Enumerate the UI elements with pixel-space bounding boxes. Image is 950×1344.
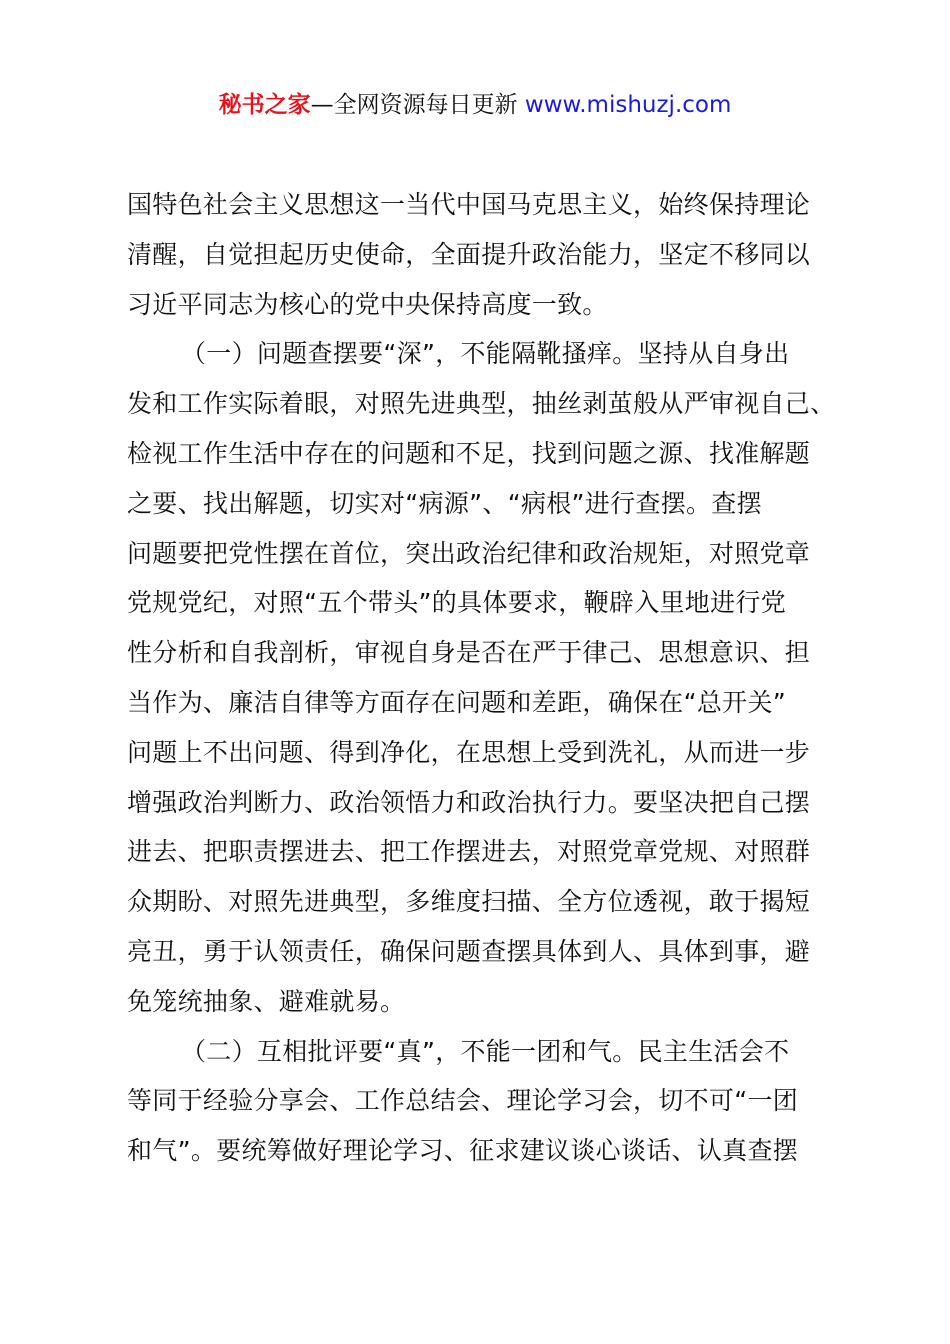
text-line: 和气”。要统筹做好理论学习、征求建议谈心谈话、认真查摆 <box>127 1136 799 1166</box>
site-url-link[interactable]: www.mishuzj.com <box>524 92 732 118</box>
document-body <box>127 180 836 1176</box>
text-line: 检视工作生活中存在的问题和不足，找到问题之源、找准解题 <box>127 438 811 468</box>
text-line: 增强政治判断力、政治领悟力和政治执行力。要坚决把自己摆 <box>127 787 811 817</box>
text-line: 之要、找出解题，切实对“病源”、“病根”进行查摆。查摆 <box>127 488 762 518</box>
text-line: 等同于经验分享会、工作总结会、理论学习会，切不可“一团 <box>127 1086 799 1116</box>
text-line: 众期盼、对照先进典型，多维度扫描、全方位透视，敢于揭短 <box>127 887 811 917</box>
text-line: 当作为、廉洁自律等方面存在问题和差距，确保在“总开关” <box>127 687 787 717</box>
section-heading-2: （二）互相批评要“真”，不能一团和气。民主生活会不 <box>181 1036 790 1066</box>
text-line: 党规党纪，对照“五个带头”的具体要求，鞭辟入里地进行党 <box>127 588 787 618</box>
header-tagline: —全网资源每日更新 <box>310 92 525 118</box>
page-header <box>0 88 950 122</box>
text-line: 性分析和自我剖析，审视自身是否在严于律己、思想意识、担 <box>127 638 811 668</box>
text-line: 国特色社会主义思想这一当代中国马克思主义，始终保持理论 <box>127 190 811 219</box>
text-line: 习近平同志为核心的党中央保持高度一致。 <box>127 289 608 319</box>
brand-name: 秘书之家 <box>218 92 311 118</box>
text-line: 进去、把职责摆进去、把工作摆进去，对照党章党规、对照群 <box>127 837 811 867</box>
text-line: 亮丑，勇于认领责任，确保问题查摆具体到人、具体到事，避 <box>127 936 811 966</box>
text-line: 发和工作实际着眼，对照先进典型，抽丝剥茧般从严审视自己、 <box>127 389 836 419</box>
text-line: 问题上不出问题、得到净化，在思想上受到洗礼，从而进一步 <box>127 737 811 767</box>
text-line: 免笼统抽象、避难就易。 <box>127 986 406 1016</box>
text-line: 问题要把党性摆在首位，突出政治纪律和政治规矩，对照党章 <box>127 538 811 568</box>
text-line: 清醒，自觉担起历史使命，全面提升政治能力，坚定不移同以 <box>127 239 811 269</box>
section-heading-1: （一）问题查摆要“深”，不能隔靴搔痒。坚持从自身出 <box>181 339 790 369</box>
